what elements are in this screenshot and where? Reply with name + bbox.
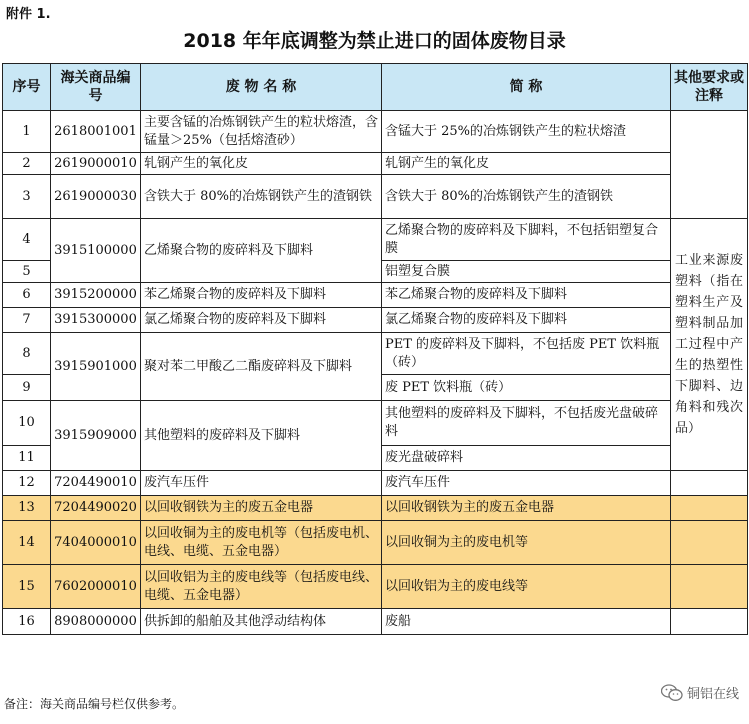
cell-code: 3915100000 xyxy=(51,219,141,283)
header-name: 废 物 名 称 xyxy=(141,64,382,111)
cell-note-empty xyxy=(671,565,748,609)
table-row xyxy=(3,175,748,219)
cell-short: 氯乙烯聚合物的废碎料及下脚料 xyxy=(382,308,671,333)
cell-seq: 1 xyxy=(3,111,51,153)
cell-name: 聚对苯二甲酸乙二酯废碎料及下脚料 xyxy=(141,333,382,401)
cell-seq: 15 xyxy=(3,565,51,609)
cell-name: 苯乙烯聚合物的废碎料及下脚料 xyxy=(141,283,382,308)
cell-short: 乙烯聚合物的废碎料及下脚料，不包括铝塑复合膜 xyxy=(382,219,671,261)
footer-note: 备注：海关商品编号栏仅供参考。 xyxy=(4,697,185,711)
cell-short: 以回收铜为主的废电机等 xyxy=(382,521,671,565)
cell-code: 3915909000 xyxy=(51,401,141,471)
cell-name: 含铁大于 80%的冶炼钢铁产生的渣钢铁 xyxy=(141,175,382,219)
cell-short: 废光盘破碎料 xyxy=(382,446,671,471)
cell-note-empty xyxy=(671,496,748,521)
cell-seq: 14 xyxy=(3,521,51,565)
cell-seq: 6 xyxy=(3,283,51,308)
cell-seq: 3 xyxy=(3,175,51,219)
cell-name: 主要含锰的冶炼钢铁产生的粒状熔渣，含锰量＞25%（包括熔渣砂） xyxy=(141,111,382,153)
cell-code: 2618001001 xyxy=(51,111,141,153)
cell-code: 2619000030 xyxy=(51,175,141,219)
cell-seq: 4 xyxy=(3,219,51,261)
table-row xyxy=(3,471,748,496)
page-title: 2018 年年底调整为禁止进口的固体废物目录 xyxy=(183,30,566,52)
cell-code: 7602000010 xyxy=(51,565,141,609)
attachment-label: 附件 1. xyxy=(6,7,51,22)
table-row-highlighted xyxy=(3,565,748,609)
table-row xyxy=(3,111,748,153)
cell-code: 2619000010 xyxy=(51,153,141,175)
cell-seq: 11 xyxy=(3,446,51,471)
cell-short: 废汽车压件 xyxy=(382,471,671,496)
cell-note-plastics: 工业来源废塑料（指在塑料生产及塑料制品加工过程中产生的热塑性下脚料、边角料和残次品） xyxy=(671,219,748,471)
cell-note-empty xyxy=(671,521,748,565)
cell-code: 8908000000 xyxy=(51,609,141,635)
cell-name: 乙烯聚合物的废碎料及下脚料 xyxy=(141,219,382,283)
cell-name: 以回收铜为主的废电机等（包括废电机、电线、电缆、五金电器） xyxy=(141,521,382,565)
cell-code: 3915901000 xyxy=(51,333,141,401)
cell-short: 其他塑料的废碎料及下脚料，不包括废光盘破碎料 xyxy=(382,401,671,446)
cell-note-empty xyxy=(671,609,748,635)
table-row xyxy=(3,333,748,375)
header-code: 海关商品编号 xyxy=(51,64,141,111)
cell-seq: 13 xyxy=(3,496,51,521)
cell-name: 废汽车压件 xyxy=(141,471,382,496)
cell-seq: 8 xyxy=(3,333,51,375)
watermark-text: 铜铝在线 xyxy=(686,687,739,702)
header-short: 简 称 xyxy=(382,64,671,111)
cell-name: 供拆卸的船舶及其他浮动结构体 xyxy=(141,609,382,635)
cell-seq: 7 xyxy=(3,308,51,333)
cell-name: 以回收钢铁为主的废五金电器 xyxy=(141,496,382,521)
cell-name: 其他塑料的废碎料及下脚料 xyxy=(141,401,382,471)
table-row xyxy=(3,401,748,446)
table-row-highlighted xyxy=(3,496,748,521)
cell-code: 3915300000 xyxy=(51,308,141,333)
table-row xyxy=(3,283,748,308)
cell-short: 废 PET 饮料瓶（砖） xyxy=(382,375,671,401)
cell-note-empty xyxy=(671,471,748,496)
cell-short: 以回收铝为主的废电线等 xyxy=(382,565,671,609)
table-row xyxy=(3,219,748,261)
cell-seq: 9 xyxy=(3,375,51,401)
cell-short: 以回收钢铁为主的废五金电器 xyxy=(382,496,671,521)
waste-catalog-table-full xyxy=(2,63,748,635)
cell-code: 7404000010 xyxy=(51,521,141,565)
watermark xyxy=(661,683,739,702)
header-note: 其他要求或注释 xyxy=(671,64,748,111)
table-row xyxy=(3,609,748,635)
table-header-row xyxy=(3,64,748,111)
table-row xyxy=(3,308,748,333)
cell-seq: 12 xyxy=(3,471,51,496)
cell-short: PET 的废碎料及下脚料，不包括废 PET 饮料瓶（砖） xyxy=(382,333,671,375)
cell-short: 轧钢产生的氧化皮 xyxy=(382,153,671,175)
cell-seq: 2 xyxy=(3,153,51,175)
table-row-highlighted xyxy=(3,521,748,565)
cell-short: 含铁大于 80%的冶炼钢铁产生的渣钢铁 xyxy=(382,175,671,219)
table-row xyxy=(3,153,748,175)
cell-seq: 5 xyxy=(3,261,51,283)
cell-note-empty xyxy=(671,111,748,219)
cell-name: 轧钢产生的氧化皮 xyxy=(141,153,382,175)
cell-seq: 10 xyxy=(3,401,51,446)
cell-short: 废船 xyxy=(382,609,671,635)
cell-code: 3915200000 xyxy=(51,283,141,308)
cell-code: 7204490020 xyxy=(51,496,141,521)
cell-short: 铝塑复合膜 xyxy=(382,261,671,283)
wechat-icon xyxy=(661,684,683,702)
cell-short: 含锰大于 25%的冶炼钢铁产生的粒状熔渣 xyxy=(382,111,671,153)
cell-code: 7204490010 xyxy=(51,471,141,496)
cell-name: 氯乙烯聚合物的废碎料及下脚料 xyxy=(141,308,382,333)
cell-seq: 16 xyxy=(3,609,51,635)
header-seq: 序号 xyxy=(3,64,51,111)
cell-short: 苯乙烯聚合物的废碎料及下脚料 xyxy=(382,283,671,308)
cell-name: 以回收铝为主的废电线等（包括废电线、电缆、五金电器） xyxy=(141,565,382,609)
